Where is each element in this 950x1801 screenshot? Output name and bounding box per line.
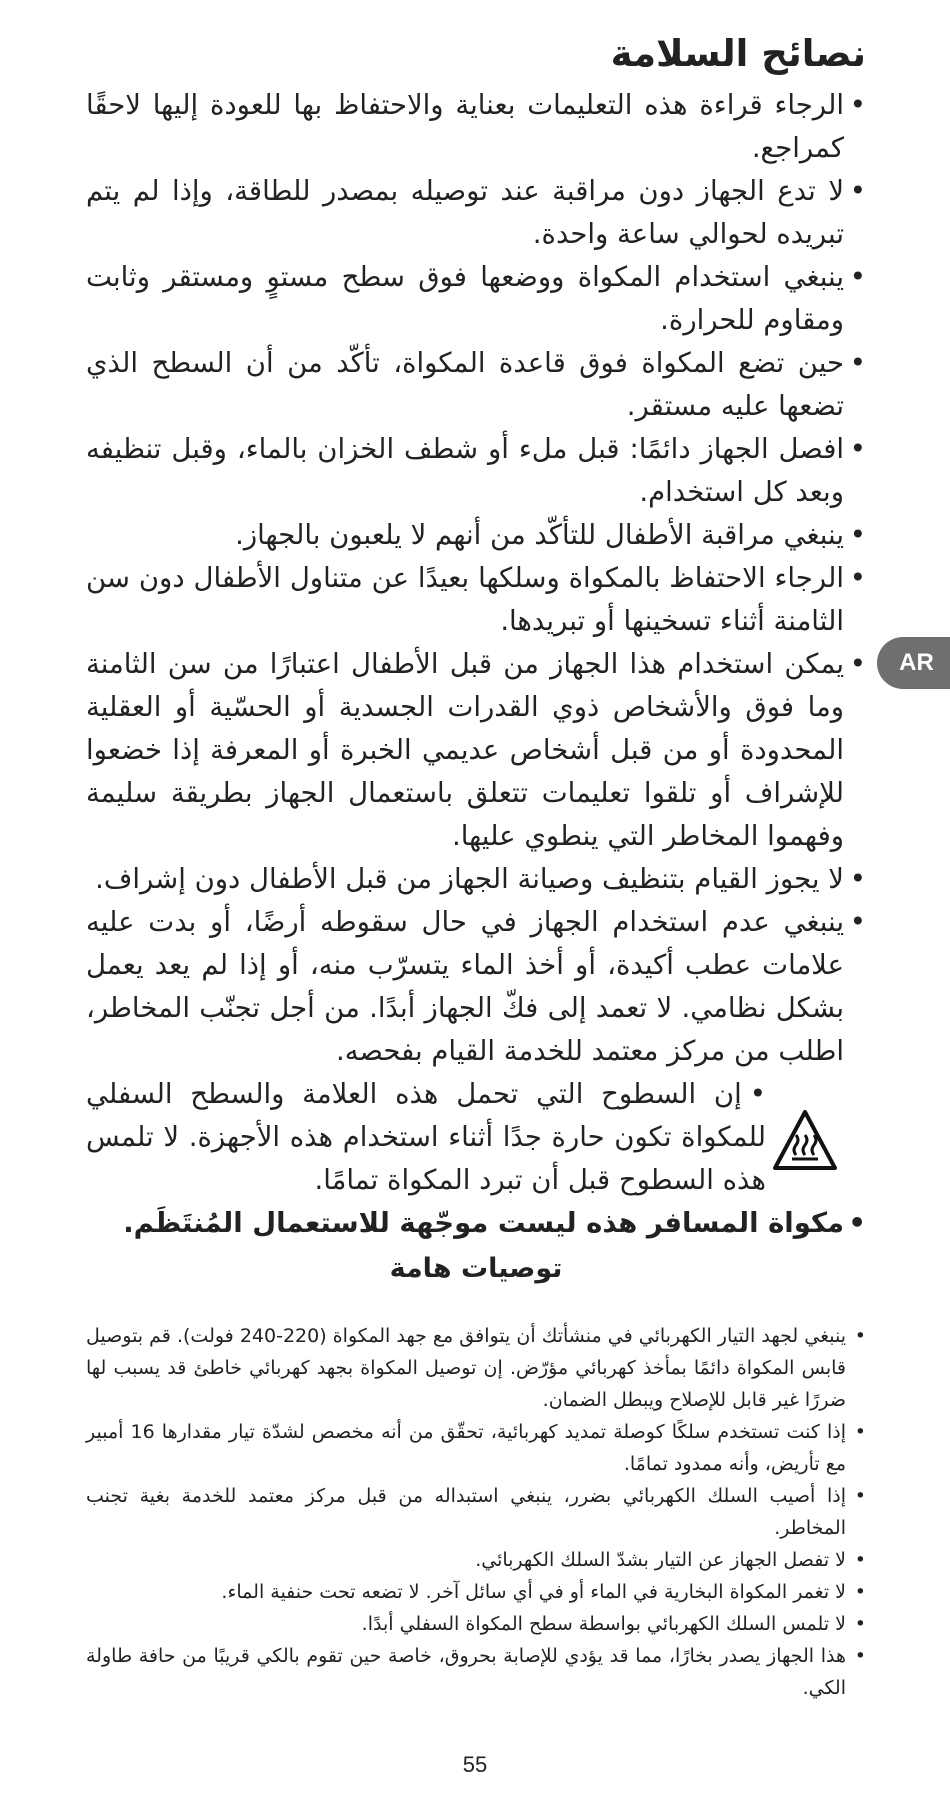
- hot-surface-note: [86, 1073, 866, 1202]
- list-item: • لا يجوز القيام بتنظيف وصيانة الجهاز من قبل الأطفال دون إشراف.: [86, 858, 866, 901]
- list-item: • ينبغي لجهد التيار الكهربائي في منشأتك أن يتوافق مع جهد المكواة (220-240 فولت). قم بتوصيل قابس المكواة دائمًا بمأخذ كهربائي مؤرّض. إن توصيل المكواة بجهد كهربائي خاطئ قد يسبب لها ضررًا غير قابل للإصلاح ويبطل الضمان.: [86, 1320, 866, 1416]
- page-number: 55: [462, 1752, 488, 1777]
- section-subtitle: توصيات هامة: [389, 1253, 563, 1284]
- list-item: • الرجاء قراءة هذه التعليمات بعناية والاحتفاظ بها للعودة إليها لاحقًا كمراجع.: [86, 84, 866, 170]
- list-item: • افصل الجهاز دائمًا: قبل ملء أو شطف الخزان بالماء، وقبل تنظيفه وبعد كل استخدام.: [86, 428, 866, 514]
- list-item: • لا تدع الجهاز دون مراقبة عند توصيله بمصدر للطاقة، وإذا لم يتم تبريده لحوالي ساعة واحدة.: [86, 170, 866, 256]
- list-item: • لا تفصل الجهاز عن التيار بشدّ السلك الكهربائي.: [86, 1544, 866, 1576]
- list-item: • يمكن استخدام هذا الجهاز من قبل الأطفال اعتبارًا من سن الثامنة وما فوق والأشخاص ذوي القدرات الجسدية أو الحسّية أو العقلية المحدودة أو من قبل أشخاص عديمي الخبرة أو المعرفة إذا خضعوا للإشراف أو تلقوا تعليمات تتعلق باستعمال الجهاز بطريقة سليمة وفهموا المخاطر التي ينطوي عليها.: [86, 643, 866, 858]
- list-item: • لا تغمر المكواة البخارية في الماء أو في أي سائل آخر. لا تضعه تحت حنفية الماء.: [86, 1576, 866, 1608]
- bold-note: • مكواة المسافر هذه ليست موجّهة للاستعمال المُنتَظَم.: [86, 1202, 866, 1245]
- language-tab: AR: [877, 637, 950, 689]
- list-item: • الرجاء الاحتفاظ بالمكواة وسلكها بعيدًا عن متناول الأطفال دون سن الثامنة أثناء تسخينها أو تبريدها.: [86, 557, 866, 643]
- list-item: • هذا الجهاز يصدر بخارًا، مما قد يؤدي للإصابة بحروق، خاصة حين تقوم بالكي قريبًا من حافة طاولة الكي.: [86, 1640, 866, 1704]
- bullet: •: [749, 1078, 766, 1110]
- hot-surface-warning-icon: [772, 1109, 838, 1171]
- hot-surface-text: إن السطوح التي تحمل هذه العلامة والسطح السفلي للمكواة تكون حارة جدًا أثناء استخدام هذه الأجهزة. لا تلمس هذه السطوح قبل أن تبرد المكواة تمامًا.: [86, 1078, 766, 1196]
- list-item: • حين تضع المكواة فوق قاعدة المكواة، تأكّد من أن السطح الذي تضعها عليه مستقر.: [86, 342, 866, 428]
- list-item: • إذا أصيب السلك الكهربائي بضرر، ينبغي استبداله من قبل مركز معتمد للخدمة بغية تجنب المخاطر.: [86, 1480, 866, 1544]
- list-item: • لا تلمس السلك الكهربائي بواسطة سطح المكواة السفلي أبدًا.: [86, 1608, 866, 1640]
- list-item: • ينبغي عدم استخدام الجهاز في حال سقوطه أرضًا، أو بدت عليه علامات عطب أكيدة، أو أخذ الماء يتسرّب منه، أو إذا لم يعد يعمل بشكل نظامي. لا تعمد إلى فكّ الجهاز أبدًا. من أجل تجنّب المخاطر، اطلب من مركز معتمد للخدمة القيام بفحصه.: [86, 901, 866, 1073]
- page-title: نصائح السلامة: [610, 32, 866, 75]
- list-item: • ينبغي مراقبة الأطفال للتأكّد من أنهم لا يلعبون بالجهاز.: [86, 514, 866, 557]
- list-item: • إذا كنت تستخدم سلكًا كوصلة تمديد كهربائية، تحقّق من أنه مخصص لشدّة تيار مقدارها 16 أمبير مع تأريض، وأنه ممدود تمامًا.: [86, 1416, 866, 1480]
- list-item: • ينبغي استخدام المكواة ووضعها فوق سطح مستوٍ ومستقر وثابت ومقاوم للحرارة.: [86, 256, 866, 342]
- safety-tips-list: [86, 84, 866, 1291]
- recommendations-list: [86, 1320, 866, 1704]
